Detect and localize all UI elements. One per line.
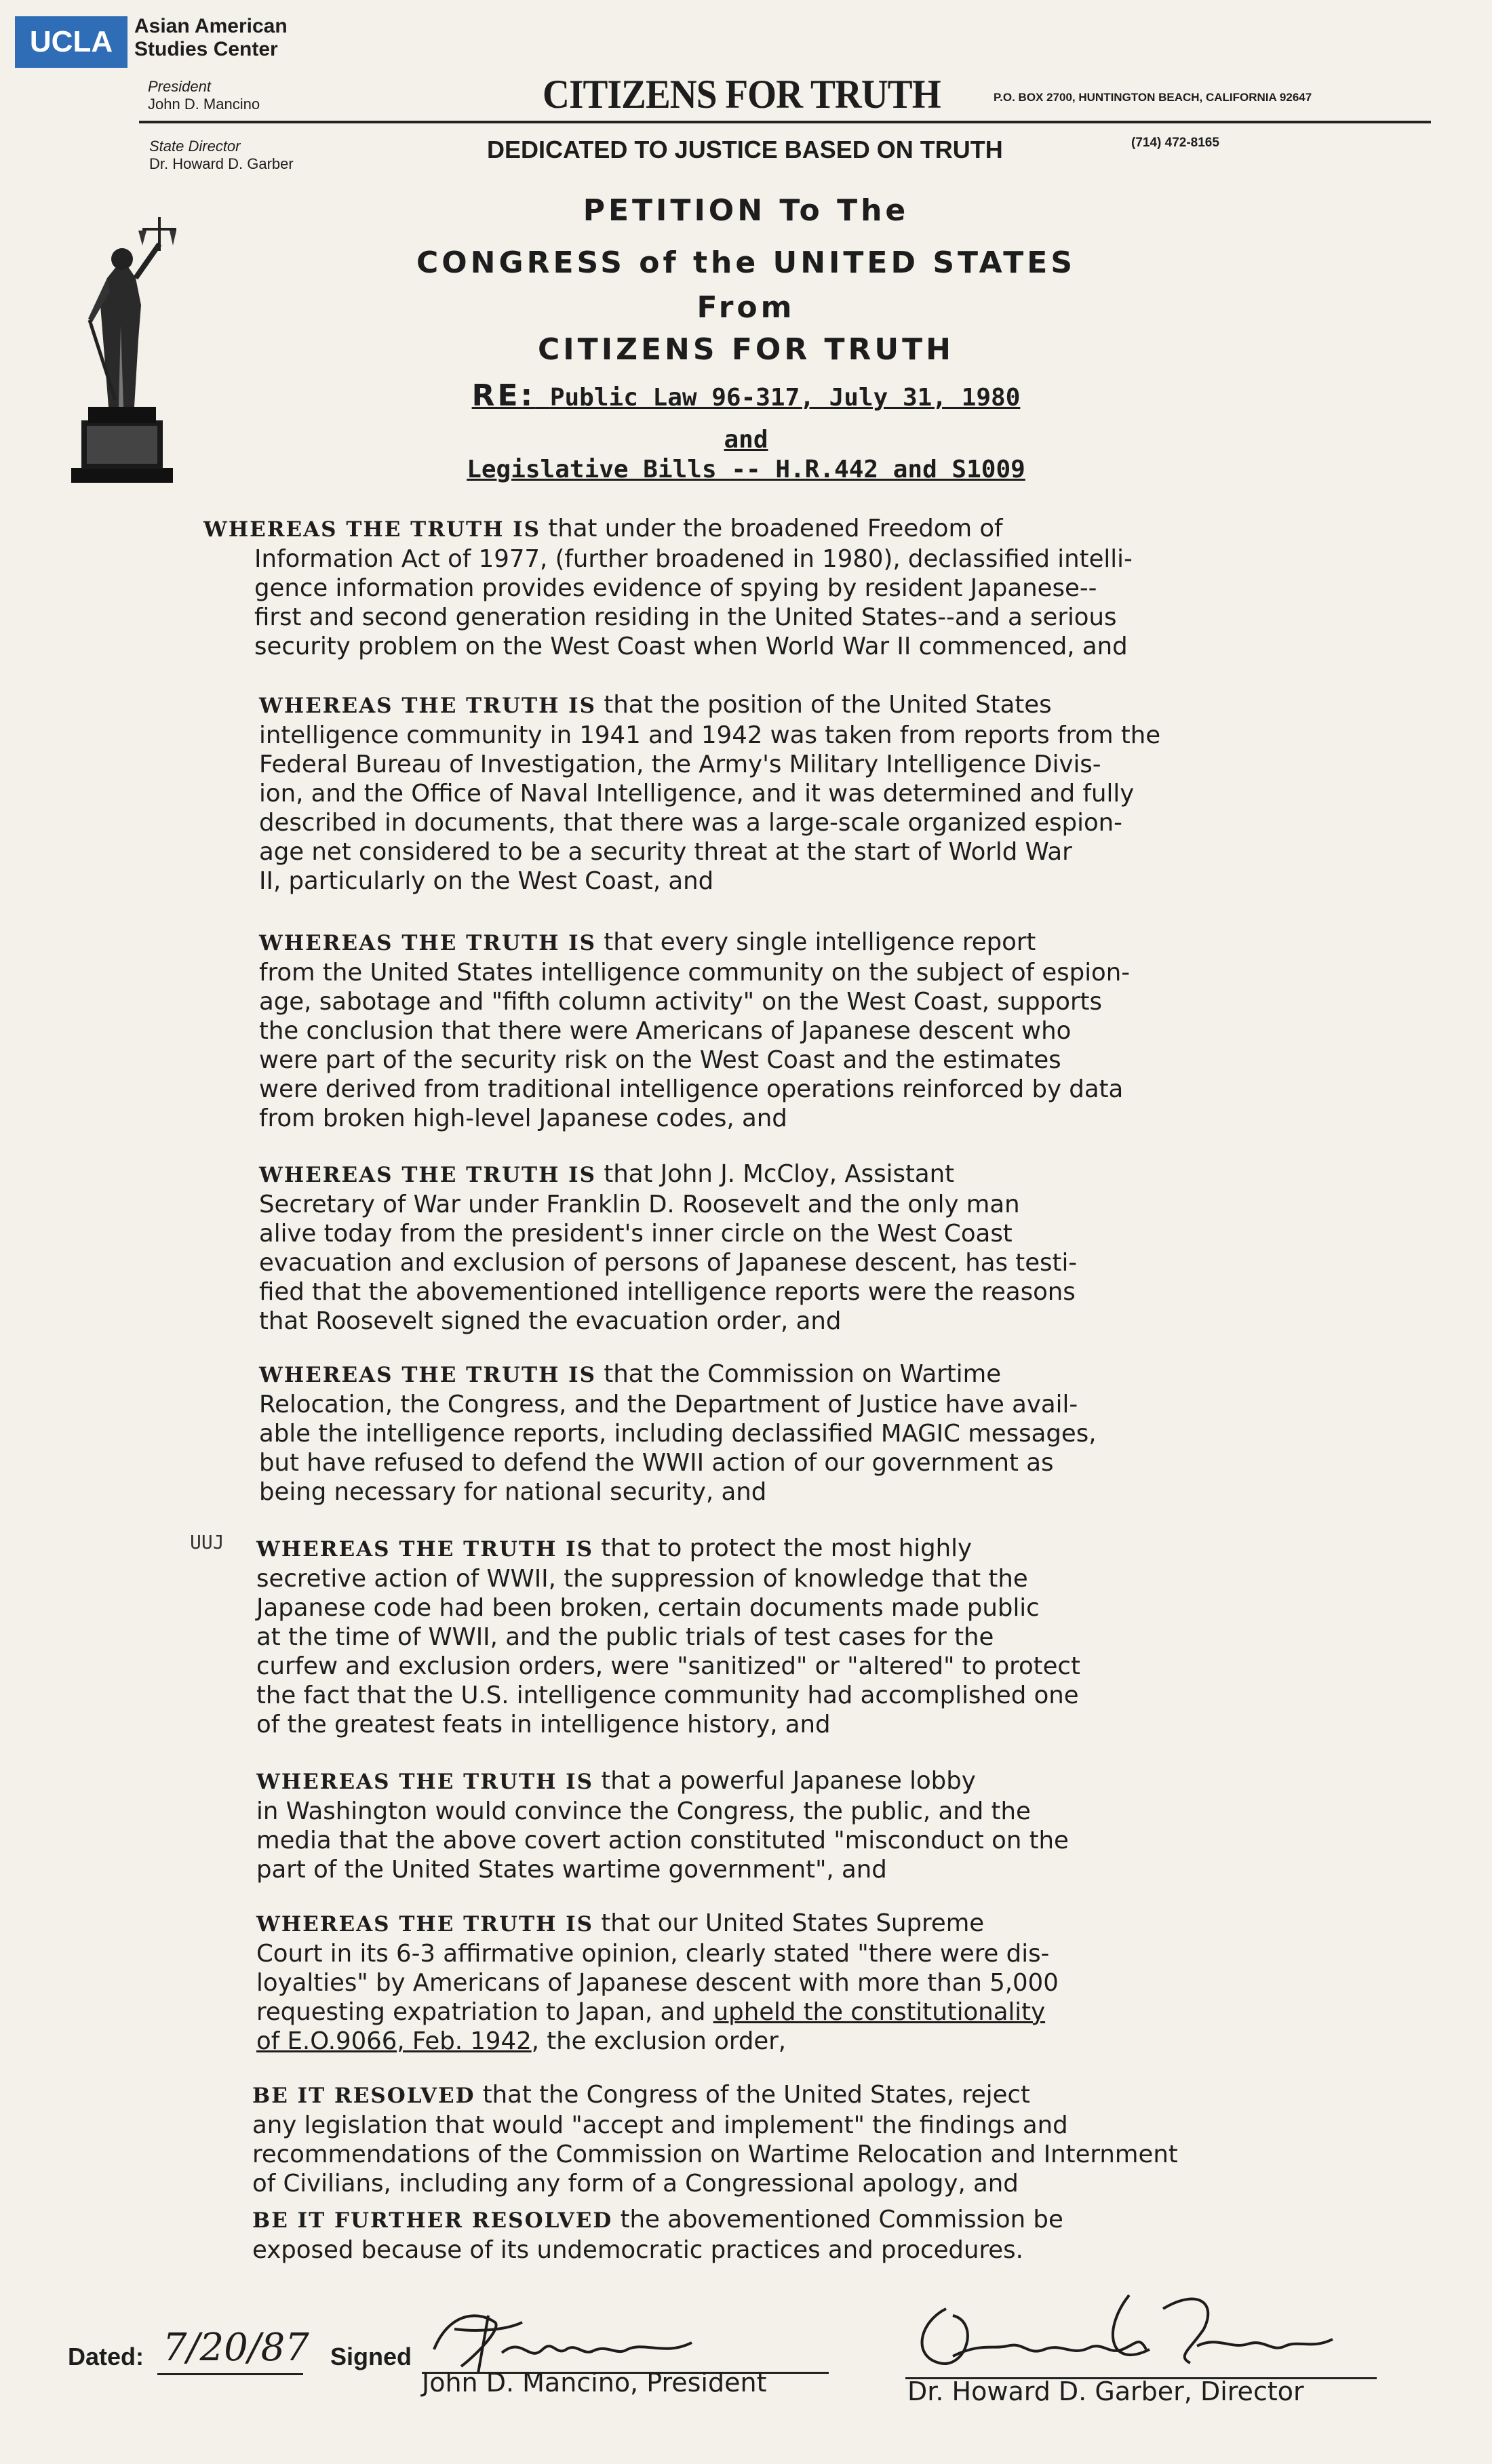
dated-label: Dated:	[68, 2343, 144, 2370]
clause-text: being necessary for national security, and	[259, 1478, 767, 1506]
clause-text: that the Congress of the United States, reject	[482, 2081, 1030, 2109]
whereas-clause-5	[259, 1359, 1097, 1507]
archive-label	[134, 15, 288, 61]
clause-keyword: WHEREAS THE TRUTH IS	[256, 1912, 594, 1936]
clause-text: loyalties" by Americans of Japanese descent with more than 5,000	[256, 1969, 1059, 1997]
clause-keyword: WHEREAS THE TRUTH IS	[259, 694, 597, 718]
underlined-text: upheld the constitutionality	[713, 1998, 1046, 2026]
clause-keyword: WHEREAS THE TRUTH IS	[203, 517, 541, 542]
clause-text: that under the broadened Freedom of	[548, 515, 1003, 542]
resolved-clause-1	[252, 2080, 1178, 2198]
date-value: 7/20/87	[163, 2326, 309, 2370]
clause-text: were derived from traditional intelligence operations reinforced by data	[259, 1075, 1124, 1103]
clause-text: security problem on the West Coast when World War II commenced, and	[254, 633, 1128, 660]
clause-text: intelligence community in 1941 and 1942 was taken from reports from the	[259, 721, 1161, 749]
re-and: and	[724, 426, 768, 454]
clause-text: part of the United States wartime government", and	[256, 1856, 887, 1884]
clause-text: gence information provides evidence of spying by resident Japanese--	[254, 574, 1097, 602]
clause-text: exposed because of its undemocratic practices and procedures.	[252, 2236, 1023, 2264]
president-title: President	[148, 78, 211, 95]
petition-from: From	[696, 290, 796, 325]
re-text: Public Law 96-317, July 31, 1980	[549, 384, 1021, 412]
whereas-clause-7	[256, 1766, 1069, 1884]
clause-keyword: BE IT RESOLVED	[252, 2084, 475, 2108]
clause-text: Information Act of 1977, (further broadened in 1980), declassified intelli-	[254, 545, 1133, 573]
clause-keyword: WHEREAS THE TRUTH IS	[256, 1537, 594, 1562]
resolved-clause-2	[252, 2205, 1063, 2265]
clause-text: that the Commission on Wartime	[604, 1360, 1002, 1388]
org-motto: DEDICATED TO JUSTICE BASED ON TRUTH	[487, 136, 1003, 163]
underlined-text: of E.O.9066, Feb. 1942	[256, 2027, 532, 2055]
mancino-signature	[420, 2302, 705, 2377]
clause-text: age net considered to be a security threat at the start of World War	[259, 838, 1072, 866]
signer-name-1: John D. Mancino, President	[422, 2368, 767, 2398]
margin-mark: UUJ	[190, 1531, 224, 1553]
org-address: P.O. BOX 2700, HUNTINGTON BEACH, CALIFORNIA 92647	[994, 91, 1312, 104]
clause-text: Secretary of War under Franklin D. Roosevelt and the only man	[259, 1191, 1020, 1218]
clause-text: that every single intelligence report	[604, 928, 1036, 956]
clause-text: alive today from the president's inner circle on the West Coast	[259, 1220, 1013, 1248]
signed-label: Signed	[330, 2343, 412, 2370]
clause-text: but have refused to defend the WWII action of our government as	[259, 1449, 1054, 1477]
clause-keyword: WHEREAS THE TRUTH IS	[259, 1163, 597, 1187]
clause-text: Relocation, the Congress, and the Department of Justice have avail-	[259, 1391, 1078, 1418]
ucla-logo: UCLA	[15, 16, 127, 68]
clause-text: that the position of the United States	[604, 691, 1052, 719]
clause-text: described in documents, that there was a large-scale organized espion-	[259, 809, 1122, 837]
archive-label-line2: Studies Center	[134, 38, 278, 60]
clause-text: II, particularly on the West Coast, and	[259, 867, 714, 895]
clause-text: , the exclusion order,	[531, 2027, 787, 2055]
re-label: RE:	[471, 378, 536, 413]
whereas-clause-6	[256, 1534, 1080, 1739]
clause-text: were part of the security risk on the West Coast and the estimates	[259, 1046, 1061, 1074]
clause-text: ion, and the Office of Naval Intelligence, and it was determined and fully	[259, 780, 1135, 808]
clause-text: the conclusion that there were Americans of Japanese descent who	[259, 1017, 1072, 1045]
clause-text: recommendations of the Commission on Wartime Relocation and Internment	[252, 2141, 1178, 2168]
clause-text: that Roosevelt signed the evacuation order, and	[259, 1307, 842, 1335]
clause-text: that to protect the most highly	[601, 1534, 973, 1562]
clause-text: Court in its 6-3 affirmative opinion, clearly stated "there were dis-	[256, 1940, 1050, 1968]
archive-label-line1: Asian American	[134, 15, 288, 37]
whereas-clause-2	[259, 690, 1160, 896]
clause-text: age, sabotage and "fifth column activity" on the West Coast, supports	[259, 988, 1102, 1016]
clause-text: first and second generation residing in the United States--and a serious	[254, 603, 1117, 631]
clause-text: that a powerful Japanese lobby	[601, 1767, 976, 1795]
org-phone: (714) 472-8165	[1131, 136, 1219, 150]
re-line	[0, 378, 1492, 413]
signer-name-2: Dr. Howard D. Garber, Director	[907, 2377, 1304, 2406]
date-line	[157, 2373, 303, 2375]
org-name: CITIZENS FOR TRUTH	[543, 72, 941, 117]
clause-keyword: BE IT FURTHER RESOLVED	[252, 2208, 613, 2233]
director-name: Dr. Howard D. Garber	[149, 155, 294, 172]
clause-text: from broken high-level Japanese codes, and	[259, 1105, 787, 1132]
garber-signature	[905, 2282, 1339, 2377]
clause-keyword: WHEREAS THE TRUTH IS	[259, 1363, 597, 1387]
header-rule	[139, 121, 1431, 123]
clause-text: secretive action of WWII, the suppression of knowledge that the	[256, 1565, 1028, 1593]
clause-text: curfew and exclusion orders, were "sanitized" or "altered" to protect	[256, 1652, 1080, 1680]
clause-keyword: WHEREAS THE TRUTH IS	[259, 931, 597, 955]
clause-text: that John J. McCloy, Assistant	[604, 1160, 955, 1188]
president-name: John D. Mancino	[148, 96, 260, 113]
re-bills: Legislative Bills -- H.R.442 and S1009	[467, 456, 1025, 483]
clause-text: able the intelligence reports, including declassified MAGIC messages,	[259, 1420, 1097, 1448]
clause-keyword: WHEREAS THE TRUTH IS	[256, 1770, 594, 1794]
petition-recipient: CONGRESS of the UNITED STATES	[416, 245, 1076, 280]
petition-sender: CITIZENS FOR TRUTH	[538, 332, 954, 367]
clause-text: fied that the abovementioned intelligence reports were the reasons	[259, 1278, 1076, 1306]
clause-text: the abovementioned Commission be	[620, 2206, 1063, 2233]
clause-text: requesting expatriation to Japan, and	[256, 1998, 706, 2026]
clause-text: Japanese code had been broken, certain documents made public	[256, 1594, 1040, 1622]
director-title: State Director	[149, 138, 241, 155]
clause-text: of Civilians, including any form of a Congressional apology, and	[252, 2170, 1019, 2198]
clause-text: in Washington would convince the Congress, the public, and the	[256, 1797, 1031, 1825]
clause-text: Federal Bureau of Investigation, the Army's Military Intelligence Divis-	[259, 751, 1101, 778]
clause-text: at the time of WWII, and the public trials of test cases for the	[256, 1623, 994, 1651]
clause-text: media that the above covert action constituted "misconduct on the	[256, 1827, 1069, 1854]
whereas-clause-8	[256, 1909, 1059, 2056]
clause-text: evacuation and exclusion of persons of Japanese descent, has testi-	[259, 1249, 1078, 1277]
whereas-clause-4	[259, 1159, 1077, 1336]
clause-text: the fact that the U.S. intelligence community had accomplished one	[256, 1682, 1079, 1709]
whereas-clause-1	[203, 514, 1133, 661]
clause-text: any legislation that would "accept and implement" the findings and	[252, 2111, 1068, 2139]
whereas-clause-3	[259, 928, 1130, 1133]
clause-text: of the greatest feats in intelligence history, and	[256, 1711, 831, 1738]
clause-text: from the United States intelligence community on the subject of espion-	[259, 959, 1131, 987]
clause-text: that our United States Supreme	[601, 1909, 985, 1937]
petition-title: PETITION To The	[583, 193, 909, 228]
